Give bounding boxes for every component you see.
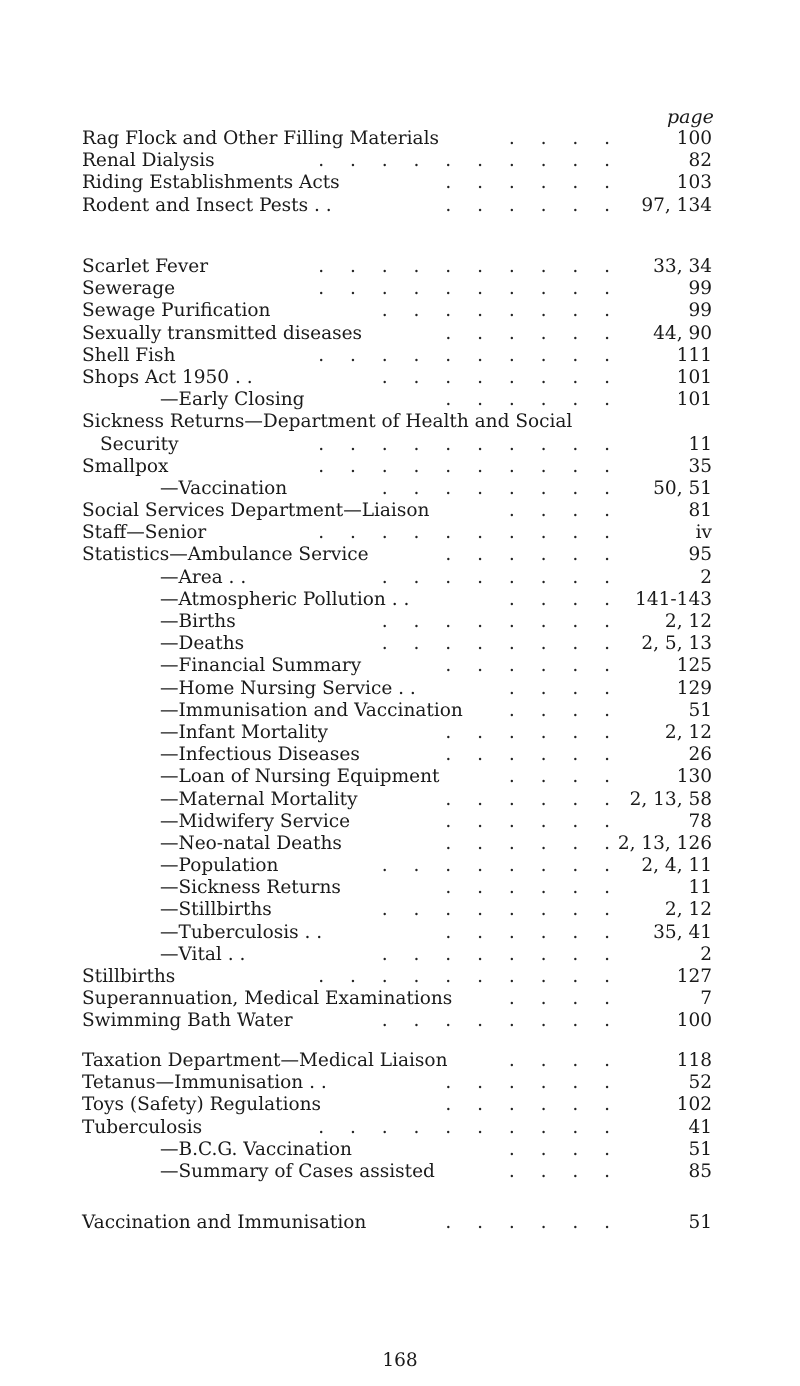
index-entry <box>82 411 712 433</box>
leader-dots: . . . . . . . . . . <box>318 522 620 544</box>
index-entry-text: Sewerage <box>82 278 176 300</box>
index-page-ref: 82 <box>688 150 712 172</box>
leader-dots: . . . . . . <box>445 194 620 216</box>
leader-dots: . . . . . . <box>445 322 620 344</box>
index-entry <box>82 633 712 655</box>
index-entry <box>82 434 712 456</box>
leader-dots: . . . . . . <box>445 721 620 743</box>
index-entry <box>82 1161 712 1183</box>
index-entry <box>82 877 712 899</box>
index-section-r <box>82 128 712 217</box>
leader-dots: . . . . . . . . <box>381 855 620 877</box>
index-page-ref: 2, 12 <box>664 721 712 743</box>
index-entry <box>82 345 712 367</box>
index-entry <box>82 323 712 345</box>
index-entry <box>82 278 712 300</box>
index-page-ref: 130 <box>676 766 712 788</box>
index-entry-text: Taxation Department—Medical Liaison <box>82 1050 448 1071</box>
index-entry-text: —Vaccination <box>160 477 288 499</box>
leader-dots: . . . . . . . . . . <box>318 344 620 366</box>
index-entry-text: —Home Nursing Service . . <box>160 677 416 699</box>
leader-dots: . . . . . . <box>445 1072 620 1094</box>
index-entry <box>82 966 712 988</box>
leader-dots: . . . . . . . . <box>381 566 620 588</box>
leader-dots: . . . . . . <box>445 1094 620 1116</box>
index-section-v <box>82 1212 712 1234</box>
index-page-ref: 52 <box>688 1072 712 1094</box>
index-entry <box>82 589 712 611</box>
index-entry <box>82 567 712 589</box>
index-entry-text: —B.C.G. Vaccination <box>160 1138 352 1160</box>
leader-dots: . . . . <box>508 699 620 721</box>
index-entry-text: —Financial Summary <box>160 655 362 677</box>
index-page-ref: 2 <box>700 943 712 965</box>
index-entry <box>82 811 712 833</box>
index-page-ref: 85 <box>688 1160 712 1182</box>
index-entry <box>82 1094 712 1116</box>
index-entry-text: Security <box>100 433 179 455</box>
index-entry <box>82 456 712 478</box>
index-entry-text: Shops Act 1950 . . <box>82 366 253 388</box>
leader-dots: . . . . <box>508 128 620 149</box>
index-entry <box>82 922 712 944</box>
index-page-ref: 100 <box>676 128 712 149</box>
index-entry-text: —Population <box>160 855 279 877</box>
index-page-ref: 100 <box>676 1010 712 1032</box>
index-page-ref: 33, 34 <box>653 256 712 277</box>
index-entry <box>82 833 712 855</box>
index-section-t <box>82 1050 712 1183</box>
leader-dots: . . . . . . . . . . <box>318 1116 620 1138</box>
index-page-ref: 78 <box>688 810 712 832</box>
index-entry-text: —Births <box>160 611 236 632</box>
index-page-ref: 11 <box>688 877 712 899</box>
index-entry-text: Swimming Bath Water <box>82 1010 293 1032</box>
index-page-ref: 118 <box>676 1050 712 1071</box>
index-entry-text: —Sickness Returns <box>160 877 341 899</box>
leader-dots: . . . . . . . . . . <box>318 278 620 300</box>
index-entry-text: Renal Dialysis <box>82 150 215 172</box>
index-page-ref: 44, 90 <box>653 322 712 344</box>
index-page-ref: 11 <box>688 433 712 455</box>
index-entry-text: Superannuation, Medical Examinations <box>82 988 453 1010</box>
index-entry <box>82 722 712 744</box>
leader-dots: . . . . . . <box>445 544 620 566</box>
index-page-ref: 101 <box>676 389 712 411</box>
leader-dots: . . . . . . <box>445 1212 620 1233</box>
leader-dots: . . . . <box>508 500 620 522</box>
leader-dots: . . . . . . . . . . <box>318 256 620 277</box>
index-page-ref: 97, 134 <box>641 194 712 216</box>
index-entry <box>82 988 712 1010</box>
index-entry-text: —Atmospheric Pollution . . <box>160 588 410 610</box>
leader-dots: . . . . . . <box>445 788 620 810</box>
index-page-ref: 51 <box>688 699 712 721</box>
index-entry <box>82 1117 712 1139</box>
index-entry-text: —Early Closing <box>160 389 305 411</box>
index-entry <box>82 611 712 633</box>
index-page-ref: 41 <box>688 1116 712 1138</box>
index-entry-text: Tetanus—Immunisation . . <box>82 1072 327 1094</box>
index-page-ref: 102 <box>676 1094 712 1116</box>
leader-dots: . . . . . . <box>445 172 620 194</box>
index-entry-text: Tuberculosis <box>82 1116 203 1138</box>
index-entry <box>82 789 712 811</box>
index-page-ref: 103 <box>676 172 712 194</box>
index-page-ref: 35 <box>688 455 712 477</box>
leader-dots: . . . . . . . . <box>381 633 620 655</box>
leader-dots: . . . . <box>508 1138 620 1160</box>
index-page-ref: 50, 51 <box>653 477 712 499</box>
leader-dots: . . . . . . . . <box>381 1010 620 1032</box>
index-page-ref: 2, 4, 11 <box>641 855 712 877</box>
index-entry-text: —Deaths <box>160 633 245 655</box>
index-entry-text: Riding Establishments Acts <box>82 172 340 194</box>
index-section-s <box>82 256 712 1033</box>
index-entry <box>82 522 712 544</box>
index-entry-text: Rodent and Insect Pests . . <box>82 194 332 216</box>
index-entry <box>82 655 712 677</box>
index-entry-text: —Midwifery Service <box>160 810 351 832</box>
index-entry <box>82 389 712 411</box>
index-page-ref: 99 <box>688 300 712 322</box>
index-entry <box>82 500 712 522</box>
leader-dots: . . . . . . <box>445 389 620 411</box>
index-page-ref: 99 <box>688 278 712 300</box>
index-page-ref: 111 <box>676 344 712 366</box>
index-page-ref: 2, 5, 13 <box>641 633 712 655</box>
index-entry <box>82 1212 712 1234</box>
index-entry <box>82 1139 712 1161</box>
leader-dots: . . . . . . . . . . <box>318 433 620 455</box>
index-entry-text: Stillbirths <box>82 966 176 987</box>
index-entry <box>82 944 712 966</box>
index-entry <box>82 1010 712 1032</box>
index-entry <box>82 128 712 150</box>
leader-dots: . . . . . . . . <box>381 300 620 322</box>
leader-dots: . . . . <box>508 588 620 610</box>
leader-dots: . . . . . . . . . . <box>318 150 620 172</box>
index-entry-text: Staff—Senior <box>82 522 207 544</box>
index-entry <box>82 1072 712 1094</box>
index-entry <box>82 195 712 217</box>
index-page-ref: 125 <box>676 655 712 677</box>
index-entry-text: Sewage Purification <box>82 300 271 322</box>
index-entry-text: Statistics—Ambulance Service <box>82 544 369 566</box>
index-entry-text: —Tuberculosis . . <box>160 921 323 943</box>
index-entry-text: —Maternal Mortality <box>160 788 358 810</box>
index-entry <box>82 855 712 877</box>
index-page-ref: 2, 13, 58 <box>629 788 712 810</box>
leader-dots: . . . . . . . . <box>381 899 620 921</box>
leader-dots: . . . . . . . . <box>381 366 620 388</box>
index-page-ref: 51 <box>688 1138 712 1160</box>
index-entry <box>82 700 712 722</box>
index-page-ref: 2, 13, 126 <box>617 832 712 854</box>
index-entry-text: Rag Flock and Other Filling Materials <box>82 128 440 149</box>
page-column-heading: page <box>667 106 714 128</box>
index-entry-text: —Infant Mortality <box>160 721 328 743</box>
index-entry <box>82 256 712 278</box>
index-page-ref: iv <box>695 522 712 544</box>
leader-dots: . . . . . . . . <box>381 477 620 499</box>
index-entry-text: Smallpox <box>82 455 169 477</box>
index-page-ref: 2 <box>700 566 712 588</box>
index-page-ref: 95 <box>688 544 712 566</box>
leader-dots: . . . . . . . . . . <box>318 455 620 477</box>
leader-dots: . . . . <box>508 1050 620 1071</box>
index-entry-text: Vaccination and Immunisation <box>82 1212 367 1233</box>
leader-dots: . . . . <box>508 1160 620 1182</box>
index-page-ref: 35, 41 <box>653 921 712 943</box>
leader-dots: . . . . . . <box>445 810 620 832</box>
index-entry-text: Scarlet Fever <box>82 256 209 277</box>
index-entry-text: Sexually transmitted diseases <box>82 322 363 344</box>
index-page-ref: 26 <box>688 744 712 766</box>
index-page-ref: 51 <box>688 1212 712 1233</box>
index-entry <box>82 766 712 788</box>
index-page-ref: 101 <box>676 366 712 388</box>
leader-dots: . . . . . . . . <box>381 611 620 632</box>
index-entry-text: Shell Fish <box>82 344 176 366</box>
index-page-ref: 2, 12 <box>664 611 712 632</box>
index-entry-text: Social Services Department—Liaison <box>82 500 430 522</box>
leader-dots: . . . . . . . . <box>381 943 620 965</box>
index-page-ref: 129 <box>676 677 712 699</box>
index-page-ref: 2, 12 <box>664 899 712 921</box>
index-page-ref: 81 <box>688 500 712 522</box>
leader-dots: . . . . . . <box>445 744 620 766</box>
index-entry <box>82 544 712 566</box>
leader-dots: . . . . . . <box>445 877 620 899</box>
index-entry-text: —Vital . . <box>160 943 246 965</box>
leader-dots: . . . . <box>508 988 620 1010</box>
leader-dots: . . . . . . <box>445 921 620 943</box>
index-page-ref: 127 <box>676 966 712 987</box>
index-entry <box>82 678 712 700</box>
leader-dots: . . . . <box>508 766 620 788</box>
index-entry <box>82 367 712 389</box>
leader-dots: . . . . . . . . . . <box>318 966 620 987</box>
index-entry-text: —Immunisation and Vaccination <box>160 699 463 721</box>
index-page-ref: 141-143 <box>635 588 712 610</box>
index-entry-text: —Loan of Nursing Equipment <box>160 766 440 788</box>
leader-dots: . . . . . . <box>445 832 620 854</box>
index-entry <box>82 150 712 172</box>
index-entry-text: —Neo-natal Deaths <box>160 832 342 854</box>
index-entry-text: —Area . . <box>160 566 247 588</box>
index-entry-text: —Summary of Cases assisted <box>160 1160 435 1182</box>
index-entry-text: Toys (Safety) Regulations <box>82 1094 322 1116</box>
index-entry-text: —Infectious Diseases <box>160 744 360 766</box>
index-entry <box>82 478 712 500</box>
index-entry-text: —Stillbirths <box>160 899 272 921</box>
index-entry <box>82 300 712 322</box>
leader-dots: . . . . . . <box>445 655 620 677</box>
leader-dots: . . . . <box>508 677 620 699</box>
index-entry <box>82 899 712 921</box>
index-entry <box>82 1050 712 1072</box>
index-entry <box>82 744 712 766</box>
index-entry <box>82 172 712 194</box>
index-entry-text: Sickness Returns—Department of Health and Social <box>82 411 573 433</box>
page-number: 168 <box>382 1350 418 1371</box>
index-page-ref: 7 <box>700 988 712 1010</box>
